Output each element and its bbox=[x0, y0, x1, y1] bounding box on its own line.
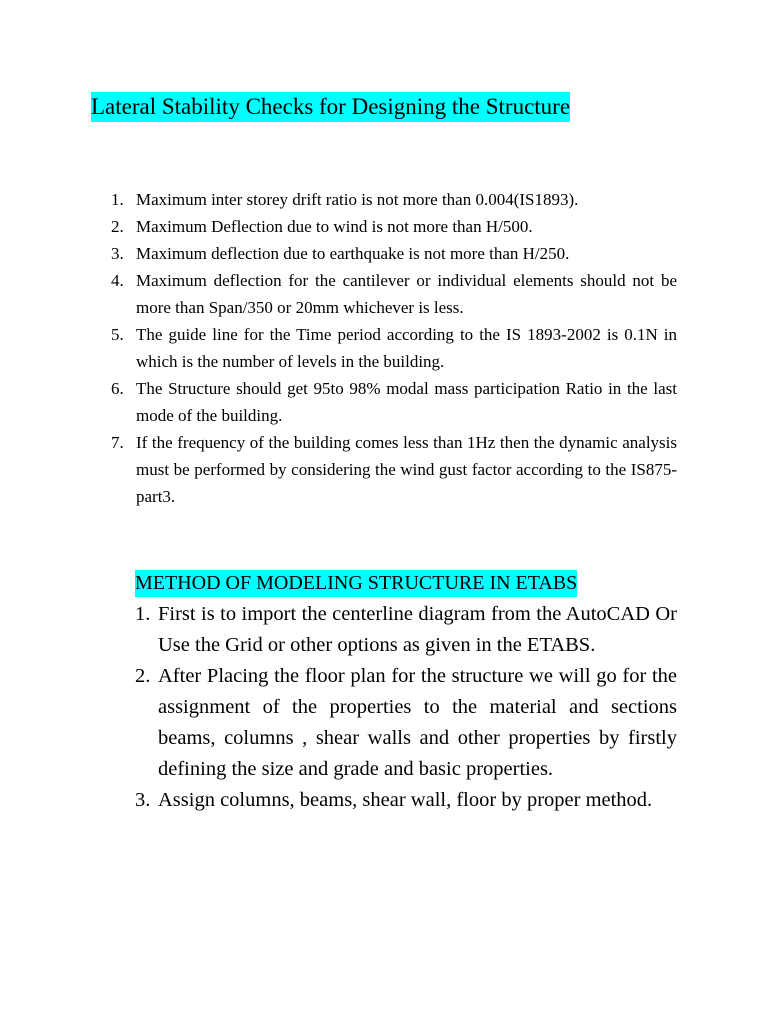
item-text: Maximum Deflection due to wind is not more than H/500. bbox=[136, 217, 533, 236]
list-item bbox=[111, 240, 677, 267]
item-text: Maximum inter storey drift ratio is not more than 0.004(IS1893). bbox=[136, 190, 579, 209]
list-item bbox=[111, 186, 677, 213]
list-item bbox=[135, 599, 677, 661]
item-number: 4. bbox=[111, 271, 124, 290]
list-item bbox=[111, 429, 677, 510]
item-text: The Structure should get 95to 98% modal mass participation Ratio in the last mode of the building. bbox=[136, 379, 677, 425]
method-heading bbox=[135, 568, 577, 598]
list-item bbox=[111, 213, 677, 240]
item-number: 5. bbox=[111, 325, 124, 344]
item-text: If the frequency of the building comes less than 1Hz then the dynamic analysis must be performed by considering the wind gust factor according to the IS875- part3. bbox=[136, 433, 677, 506]
list-item bbox=[111, 267, 677, 321]
item-text: After Placing the floor plan for the structure we will go for the assignment of the properties to the material and sections beams, columns , shear walls and other properties by firstly defining the size and grade and basic properties. bbox=[158, 665, 677, 780]
item-text: First is to import the centerline diagram from the AutoCAD Or Use the Grid or other options as given in the ETABS. bbox=[158, 603, 677, 656]
item-text: Assign columns, beams, shear wall, floor by proper method. bbox=[158, 789, 653, 811]
item-number: 2. bbox=[135, 665, 151, 687]
method-steps-list bbox=[135, 599, 677, 816]
item-number: 3. bbox=[111, 244, 124, 263]
item-number: 6. bbox=[111, 379, 124, 398]
item-number: 7. bbox=[111, 433, 124, 452]
item-text: Maximum deflection for the cantilever or individual elements should not be more than Span/350 or 20mm whichever is less. bbox=[136, 271, 677, 317]
item-text: The guide line for the Time period according to the IS 1893-2002 is 0.1N in which is the number of levels in the building. bbox=[136, 325, 677, 371]
item-number: 2. bbox=[111, 217, 124, 236]
list-item bbox=[111, 375, 677, 429]
list-item bbox=[111, 321, 677, 375]
list-item bbox=[135, 661, 677, 785]
list-item bbox=[135, 785, 677, 816]
item-number: 3. bbox=[135, 789, 151, 811]
document-title bbox=[91, 92, 570, 122]
method-heading-highlight: METHOD OF MODELING STRUCTURE IN ETABS bbox=[135, 570, 577, 597]
item-text: Maximum deflection due to earthquake is not more than H/250. bbox=[136, 244, 570, 263]
stability-checks-list bbox=[111, 186, 677, 510]
item-number: 1. bbox=[135, 603, 151, 625]
item-number: 1. bbox=[111, 190, 124, 209]
title-highlight: Lateral Stability Checks for Designing the Structure bbox=[91, 92, 570, 122]
